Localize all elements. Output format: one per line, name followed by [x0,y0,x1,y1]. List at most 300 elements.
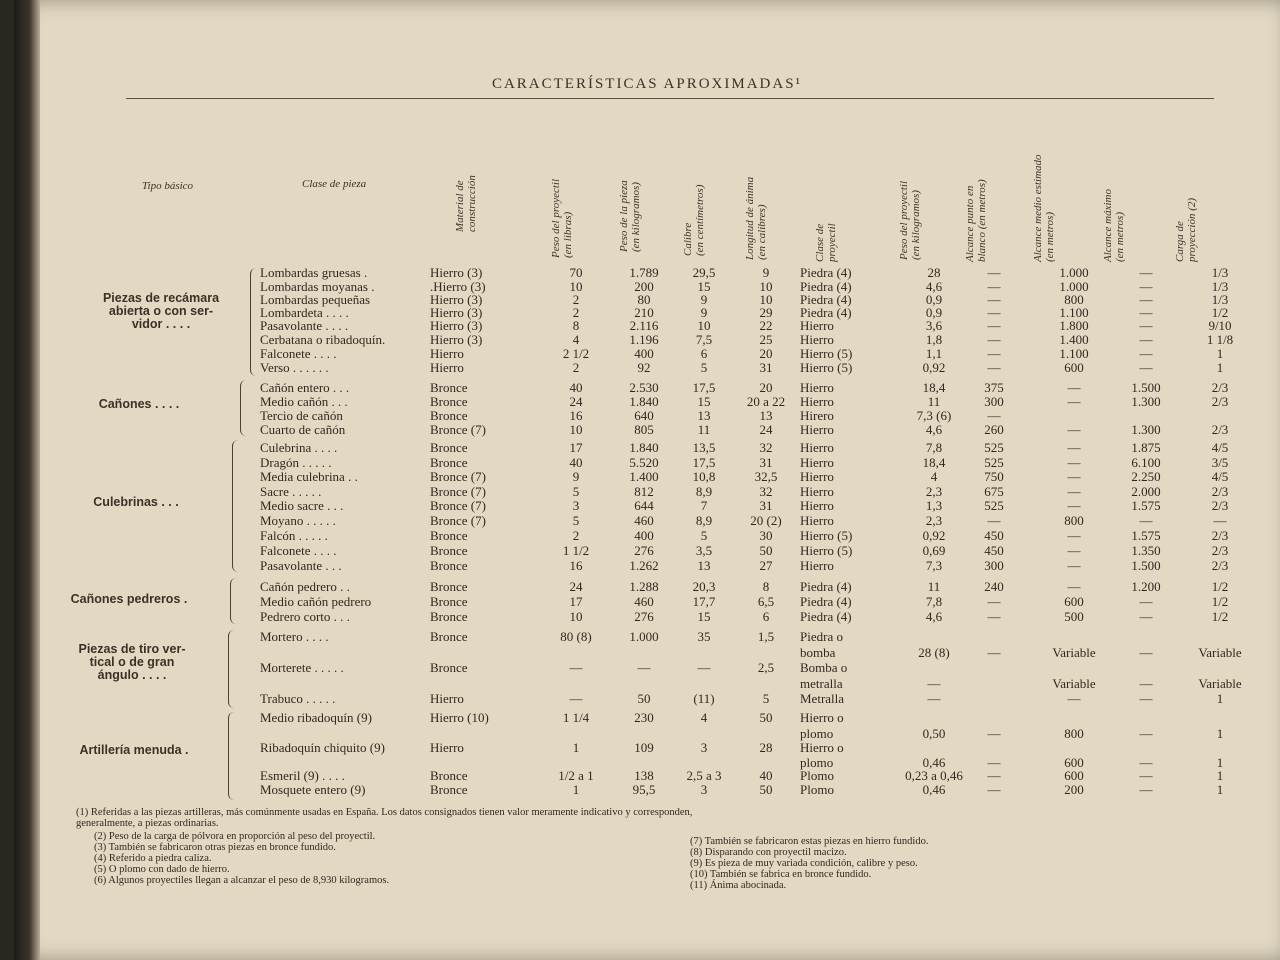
cell-longitud: 24 [759,422,773,437]
cell-peso-proyectil-libras: 4 [572,332,580,347]
group-brace [232,440,239,572]
cell-material: Bronce [430,768,468,783]
cell-peso-proyectil-libras: 1 1/4 [562,710,590,725]
cell-longitud: 27 [759,558,773,573]
cell-clase-proyectil: Hierro o [800,740,844,755]
cell-peso-proyectil-libras: 17 [569,594,583,609]
cell-clase-pieza: Pedrero corto . . . [260,609,350,624]
cell-alcance-medio: 600 [1064,360,1084,375]
cell-longitud: 9 [762,265,770,280]
cell-clase-proyectil: Bomba o [800,660,848,675]
cell-clase-proyectil: plomo [800,726,834,741]
cell-alcance-medio: — [1067,380,1081,395]
cell-alcance-maximo: 1.575 [1131,528,1161,543]
cell-longitud: 32,5 [754,469,778,484]
cell-peso-proyectil-kg: 0,46 [922,782,946,797]
cell-clase-pieza: Esmeril (9) . . . . [260,768,345,783]
cell-peso-proyectil-kg: 11 [927,394,941,409]
cell-material: Bronce (7) [430,513,486,528]
group-brace [250,268,257,376]
cell-carga-proyeccion: 1 [1216,782,1224,797]
cell-material: Bronce [430,394,468,409]
cell-peso-proyectil-kg: 1,3 [925,498,943,513]
cell-calibre: 15 [697,394,711,409]
cell-peso-pieza: 460 [634,513,654,528]
cell-alcance-maximo: — [1139,594,1153,609]
cell-material: Bronce [430,629,468,644]
cell-calibre: — [697,660,711,675]
cell-alcance-maximo: — [1139,645,1153,660]
cell-longitud: 30 [759,528,773,543]
cell-longitud: 29 [759,305,773,320]
cell-clase-pieza: Falcón . . . . . [260,528,328,543]
cell-calibre: 6 [700,346,708,361]
cell-peso-proyectil-libras: 40 [569,455,583,470]
cell-peso-proyectil-kg: 2,3 [925,513,943,528]
cell-carga-proyeccion: 1/3 [1211,265,1229,280]
cell-alcance-punto-blanco: 300 [984,558,1004,573]
cell-carga-proyeccion: 2/3 [1211,558,1229,573]
cell-alcance-medio: 1.400 [1059,332,1089,347]
cell-peso-proyectil-libras: 9 [572,469,580,484]
cell-clase-pieza: Cerbatana o ribadoquín. [260,332,386,347]
cell-longitud: 40 [759,768,773,783]
cell-peso-proyectil-libras: 70 [569,265,583,280]
cell-peso-pieza: 95,5 [632,782,656,797]
cell-longitud: 6 [762,609,770,624]
cell-calibre: 17,5 [692,455,716,470]
cell-clase-pieza: Sacre . . . . . [260,484,322,499]
cell-peso-pieza: 460 [634,594,654,609]
cell-clase-pieza: Cuarto de cañón [260,422,346,437]
cell-peso-proyectil-libras: 24 [569,394,583,409]
cell-material: Bronce (7) [430,469,486,484]
cell-carga-proyeccion: 1/3 [1211,279,1229,294]
cell-clase-pieza: Moyano . . . . . [260,513,336,528]
cell-alcance-punto-blanco: — [987,594,1001,609]
group-brace [228,712,235,800]
cell-peso-proyectil-kg: 4,6 [925,609,943,624]
cell-peso-proyectil-kg: 0,69 [922,543,946,558]
cell-alcance-maximo: — [1139,782,1153,797]
cell-longitud: 32 [759,484,773,499]
cell-peso-pieza: — [637,660,651,675]
cell-longitud: 5 [762,691,770,706]
cell-alcance-punto-blanco: 375 [984,380,1004,395]
cell-alcance-medio: — [1067,498,1081,513]
cell-longitud: 28 [759,740,773,755]
cell-peso-proyectil-libras: 2 [572,528,580,543]
cell-peso-pieza: 276 [634,543,654,558]
cell-carga-proyeccion: — [1213,513,1227,528]
cell-peso-proyectil-libras: 16 [569,408,583,423]
group-label-canones: Cañones . . . . [98,397,180,411]
cell-clase-pieza: Falconete . . . . [260,346,337,361]
cell-carga-proyeccion: 2/3 [1211,484,1229,499]
cell-alcance-medio: — [1067,440,1081,455]
footnote-1-cont: generalmente, a piezas ordinarias. [76,818,219,829]
cell-alcance-punto-blanco: 525 [984,498,1004,513]
cell-alcance-punto-blanco: — [987,318,1001,333]
cell-alcance-maximo: — [1139,346,1153,361]
cell-longitud: 13 [759,408,773,423]
cell-alcance-punto-blanco: — [987,768,1001,783]
cell-clase-proyectil: Hierro [800,498,834,513]
cell-clase-proyectil: Piedra (4) [800,579,852,594]
cell-alcance-punto-blanco: — [987,346,1001,361]
cell-clase-pieza: Medio sacre . . . [260,498,344,513]
cell-alcance-maximo: 1.200 [1131,579,1161,594]
cell-clase-proyectil: Hierro [800,455,834,470]
cell-carga-proyeccion: 2/3 [1211,394,1229,409]
footnote-3: (3) También se fabricaron otras piezas en bronce fundido. [94,842,336,853]
cell-alcance-maximo: — [1139,305,1153,320]
cell-alcance-medio: 1.000 [1059,279,1089,294]
cell-peso-proyectil-kg: — [927,676,941,691]
cell-clase-proyectil: Hierro [800,318,834,333]
cell-peso-pieza: 109 [634,740,654,755]
cell-peso-proyectil-kg: 7,8 [925,594,943,609]
cell-peso-pieza: 1.000 [629,629,659,644]
cell-peso-pieza: 138 [634,768,654,783]
cell-peso-pieza: 812 [634,484,654,499]
cell-clase-proyectil: Piedra (4) [800,265,852,280]
cell-peso-proyectil-libras: 1 1/2 [562,543,590,558]
header-alcance-medio: Alcance medio estimado (en metros) [1032,154,1056,262]
cell-clase-proyectil: plomo [800,755,834,770]
cell-carga-proyeccion: 2/3 [1211,498,1229,513]
group-label-piezas-tiro-vertical: Piezas de tiro ver- tical o de gran ángulo . . . . [78,642,186,682]
cell-clase-proyectil: Hierro (5) [800,360,853,375]
cell-peso-proyectil-libras: 80 (8) [560,629,592,644]
cell-longitud: 2,5 [757,660,775,675]
cell-material: Bronce [430,543,468,558]
cell-peso-proyectil-kg: 7,3 (6) [916,408,952,423]
cell-clase-proyectil: Hierro o [800,710,844,725]
cell-peso-proyectil-kg: 1,8 [925,332,943,347]
cell-material: Hierro [430,740,464,755]
cell-clase-proyectil: Hierro [800,513,834,528]
cell-alcance-maximo: — [1139,318,1153,333]
cell-alcance-punto-blanco: — [987,265,1001,280]
cell-calibre: 13,5 [692,440,716,455]
cell-calibre: 20,3 [692,579,716,594]
cell-peso-proyectil-kg: 28 [927,265,941,280]
cell-longitud: 50 [759,543,773,558]
footnote-1: (1) Referidas a las piezas artilleras, más comúnmente usadas en España. Los datos consignados tienen valor meramente indicativo y corresponden, [76,807,693,818]
cell-longitud: 32 [759,440,773,455]
cell-peso-proyectil-libras: 10 [569,609,583,624]
cell-peso-proyectil-kg: 11 [927,579,941,594]
cell-alcance-punto-blanco: — [987,726,1001,741]
cell-longitud: 1,5 [757,629,775,644]
cell-material: Bronce [430,440,468,455]
cell-alcance-punto-blanco: — [987,755,1001,770]
cell-peso-proyectil-kg: 0,92 [922,360,946,375]
cell-alcance-maximo: — [1139,691,1153,706]
cell-peso-proyectil-kg: 4 [930,469,938,484]
cell-peso-proyectil-libras: 10 [569,279,583,294]
cell-alcance-maximo: — [1139,279,1153,294]
cell-alcance-medio: 500 [1064,609,1084,624]
cell-clase-pieza: Cañón pedrero . . [260,579,350,594]
cell-clase-proyectil: Piedra (4) [800,279,852,294]
cell-peso-proyectil-libras: 5 [572,484,580,499]
cell-carga-proyeccion: 1 [1216,360,1224,375]
cell-longitud: 31 [759,455,773,470]
cell-calibre: (11) [693,691,715,706]
header-calibre: Calibre (en centímetros) [682,184,706,256]
cell-peso-pieza: 1.196 [629,332,659,347]
cell-longitud: 31 [759,360,773,375]
cell-carga-proyeccion: 2/3 [1211,422,1229,437]
cell-alcance-medio: 800 [1064,726,1084,741]
cell-peso-proyectil-libras: 3 [572,498,580,513]
footnote-7: (7) También se fabricaron estas piezas en hierro fundido. [690,836,929,847]
cell-clase-proyectil: Piedra o [800,629,843,644]
cell-peso-pieza: 5.520 [629,455,659,470]
cell-peso-pieza: 1.262 [629,558,659,573]
cell-longitud: 10 [759,292,773,307]
cell-peso-pieza: 805 [634,422,654,437]
cell-alcance-punto-blanco: — [987,513,1001,528]
cell-peso-proyectil-libras: 10 [569,422,583,437]
cell-peso-proyectil-libras: 8 [572,318,580,333]
cell-alcance-medio: 1.100 [1059,346,1089,361]
cell-peso-pieza: 92 [637,360,651,375]
cell-clase-proyectil: Piedra (4) [800,292,852,307]
cell-material: Bronce [430,594,468,609]
cell-clase-pieza: Cañón entero . . . [260,380,350,395]
cell-alcance-maximo: — [1139,726,1153,741]
cell-alcance-maximo: 1.575 [1131,498,1161,513]
cell-material: Bronce [430,528,468,543]
cell-calibre: 9 [700,292,708,307]
cell-alcance-punto-blanco: — [987,408,1001,423]
cell-calibre: 3 [700,782,708,797]
cell-alcance-maximo: 1.300 [1131,422,1161,437]
cell-material: Hierro [430,360,464,375]
cell-peso-proyectil-kg: 18,4 [922,380,946,395]
cell-carga-proyeccion: 3/5 [1211,455,1229,470]
cell-alcance-medio: — [1067,579,1081,594]
cell-clase-pieza: Medio cañón . . . [260,394,348,409]
cell-peso-proyectil-libras: 1/2 a 1 [558,768,594,783]
cell-alcance-medio: — [1067,543,1081,558]
cell-peso-proyectil-kg: 2,3 [925,484,943,499]
footnote-8: (8) Disparando con proyectil macizo. [690,847,847,858]
cell-clase-proyectil: Piedra (4) [800,594,852,609]
cell-longitud: 20 [759,346,773,361]
header-peso-proyectil-libras: Peso del proyectil (en libras) [550,178,574,258]
cell-calibre: 8,9 [695,513,713,528]
cell-alcance-maximo: — [1139,676,1153,691]
cell-alcance-medio: — [1067,691,1081,706]
cell-alcance-punto-blanco: — [987,332,1001,347]
cell-calibre: 5 [700,360,708,375]
cell-alcance-maximo: 1.350 [1131,543,1161,558]
header-carga-proyeccion: Carga de proyección (2) [1174,197,1198,262]
header-clase-pieza: Clase de pieza [302,178,367,190]
cell-carga-proyeccion: 4/5 [1211,469,1229,484]
cell-alcance-medio: — [1067,455,1081,470]
cell-clase-proyectil: Hierro [800,558,834,573]
cell-carga-proyeccion: 1/2 [1211,305,1229,320]
cell-alcance-medio: — [1067,484,1081,499]
group-label-piezas-recamara: Piezas de recámara abierta o con ser- vidor . . . . [102,291,220,331]
cell-clase-proyectil: Hierro (5) [800,543,853,558]
cell-peso-pieza: 1.789 [629,265,659,280]
cell-alcance-medio: 600 [1064,768,1084,783]
cell-carga-proyeccion: 1 [1216,768,1224,783]
footnote-4: (4) Referido a piedra caliza. [94,853,212,864]
cell-alcance-maximo: 1.500 [1131,558,1161,573]
header-longitud-anima: Longitud de ánima (en calibres) [744,176,768,260]
cell-material: Bronce (7) [430,484,486,499]
cell-alcance-maximo: 2.000 [1131,484,1161,499]
cell-calibre: 7 [700,498,708,513]
cell-peso-proyectil-libras: 24 [569,579,583,594]
cell-alcance-maximo: — [1139,360,1153,375]
cell-clase-pieza: Pasavolante . . . . [260,318,349,333]
cell-peso-proyectil-kg: 0,9 [925,292,943,307]
cell-peso-proyectil-libras: 1 [572,782,580,797]
cell-peso-pieza: 400 [634,346,654,361]
cell-clase-pieza: Lombardas pequeñas [260,292,371,307]
cell-alcance-medio: 1.000 [1059,265,1089,280]
cell-carga-proyeccion: 1 [1216,755,1224,770]
cell-calibre: 35 [697,629,711,644]
cell-longitud: 22 [759,318,773,333]
cell-carga-proyeccion: Variable [1198,676,1242,691]
cell-carga-proyeccion: 1/2 [1211,594,1229,609]
cell-alcance-medio: 600 [1064,594,1084,609]
cell-calibre: 3,5 [695,543,713,558]
cell-longitud: 50 [759,710,773,725]
footnote-2: (2) Peso de la carga de pólvora en proporción al peso del proyectil. [94,831,376,842]
cell-alcance-punto-blanco: — [987,609,1001,624]
cell-peso-proyectil-libras: 40 [569,380,583,395]
cell-material: Bronce [430,558,468,573]
cell-alcance-maximo: 2.250 [1131,469,1161,484]
cell-alcance-medio: — [1067,558,1081,573]
cell-calibre: 9 [700,305,708,320]
cell-material: Hierro [430,346,464,361]
cell-alcance-punto-blanco: 750 [984,469,1004,484]
cell-material: Hierro (3) [430,265,483,280]
cell-clase-pieza: Morterete . . . . . [260,660,344,675]
cell-alcance-medio: Variable [1052,645,1096,660]
cell-peso-proyectil-kg: 28 (8) [918,645,950,660]
cell-alcance-medio: 800 [1064,513,1084,528]
cell-material: Bronce [430,609,468,624]
cell-alcance-medio: 200 [1064,782,1084,797]
cell-peso-pieza: 2.530 [629,380,659,395]
cell-clase-pieza: Medio ribadoquín (9) [260,710,372,725]
cell-alcance-maximo: — [1139,513,1153,528]
cell-peso-pieza: 644 [634,498,654,513]
cell-material: Bronce [430,455,468,470]
group-label-artilleria-menuda: Artillería menuda . [79,743,189,757]
cell-clase-pieza: Medio cañón pedrero [260,594,372,609]
cell-peso-proyectil-libras: 1 [572,740,580,755]
cell-alcance-medio: 1.100 [1059,305,1089,320]
cell-carga-proyeccion: 2/3 [1211,380,1229,395]
cell-material: Hierro (10) [430,710,489,725]
cell-material: Bronce (7) [430,498,486,513]
cell-calibre: 17,5 [692,380,716,395]
cell-calibre: 4 [700,710,708,725]
cell-alcance-maximo: 1.300 [1131,394,1161,409]
cell-alcance-medio: Variable [1052,676,1096,691]
header-clase-proyectil: Clase de proyectil [814,223,838,262]
cell-peso-proyectil-kg: 0,46 [922,755,946,770]
cell-alcance-maximo: — [1139,768,1153,783]
cell-clase-proyectil: metralla [800,676,843,691]
cell-calibre: 2,5 a 3 [686,768,722,783]
cell-alcance-medio: — [1067,469,1081,484]
cell-peso-pieza: 50 [637,691,651,706]
cell-longitud: 20 (2) [750,513,782,528]
cell-carga-proyeccion: Variable [1198,645,1242,660]
cell-alcance-maximo: 6.100 [1131,455,1161,470]
cell-alcance-medio: — [1067,394,1081,409]
header-rule [126,98,1214,99]
cell-clase-proyectil: Piedra (4) [800,609,852,624]
header-tipo-basico: Tipo básico [142,180,194,192]
cell-calibre: 15 [697,279,711,294]
cell-peso-proyectil-kg: 0,50 [922,726,946,741]
cell-peso-pieza: 1.400 [629,469,659,484]
cell-peso-proyectil-libras: 2 [572,292,580,307]
cell-material: Hierro (3) [430,332,483,347]
cell-calibre: 15 [697,609,711,624]
footnote-5: (5) O plomo con dado de hierro. [94,864,230,875]
cell-peso-proyectil-kg: 4,6 [925,422,943,437]
cell-clase-proyectil: Hierro [800,440,834,455]
cell-calibre: 3 [700,740,708,755]
cell-peso-pieza: 276 [634,609,654,624]
header-peso-proyectil-kg: Peso del proyectil (en kilogramos) [898,180,922,260]
cell-peso-proyectil-libras: — [569,660,583,675]
cell-calibre: 13 [697,408,711,423]
cell-calibre: 17,7 [692,594,716,609]
book-spine-shadow [14,0,40,960]
cell-carga-proyeccion: 1 [1216,691,1224,706]
group-label-culebrinas: Culebrinas . . . [93,495,179,509]
cell-peso-pieza: 400 [634,528,654,543]
cell-clase-pieza: Mortero . . . . [260,629,329,644]
cell-peso-proyectil-kg: 0,92 [922,528,946,543]
cell-peso-proyectil-kg: 7,8 [925,440,943,455]
footnote-6: (6) Algunos proyectiles llegan a alcanzar el peso de 8,930 kilogramos. [94,875,390,886]
cell-alcance-medio: 800 [1064,292,1084,307]
footnote-10: (10) También se fabrica en bronce fundido. [690,869,872,880]
cell-calibre: 10 [697,318,711,333]
cell-clase-proyectil: Hierro [800,469,834,484]
book-page [14,0,1280,960]
cell-longitud: 6,5 [757,594,775,609]
cell-carga-proyeccion: 1/2 [1211,579,1229,594]
cell-carga-proyeccion: 2/3 [1211,528,1229,543]
header-alcance-maximo: Alcance máximo (en metros) [1102,189,1126,262]
cell-clase-pieza: Falconete . . . . [260,543,337,558]
cell-alcance-punto-blanco: 525 [984,455,1004,470]
cell-clase-pieza: Lombardeta . . . . [260,305,349,320]
footnote-11: (11) Ánima abocinada. [690,880,787,891]
cell-longitud: 10 [759,279,773,294]
cell-peso-pieza: 1.840 [629,394,659,409]
